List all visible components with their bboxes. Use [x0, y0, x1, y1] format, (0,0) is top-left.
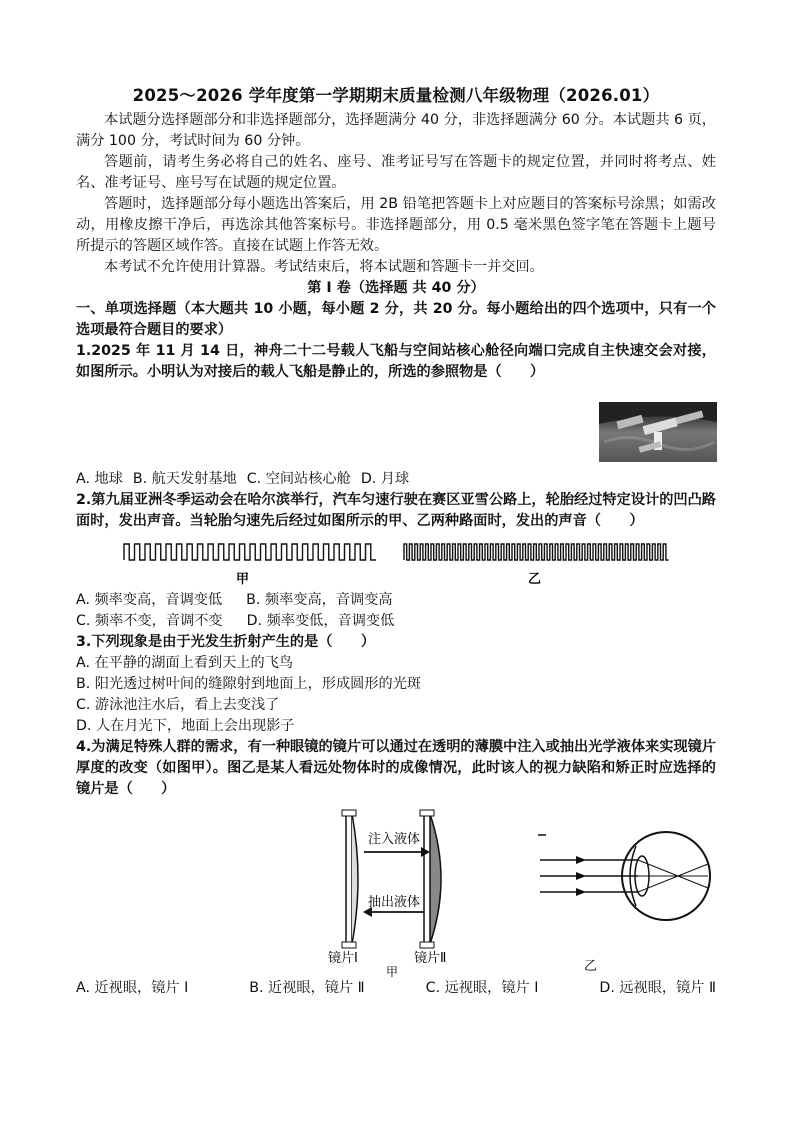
q1-option-a[interactable]: A. 地球: [76, 471, 123, 487]
q4-figure-area: [76, 800, 716, 978]
q4-option-d[interactable]: D. 远视眼，镜片 Ⅱ: [599, 980, 716, 996]
q2-option-c[interactable]: C. 频率不变，音调不变: [76, 613, 223, 629]
q2-road-surface-diagram: [76, 532, 716, 590]
q2-stem: 2.第九届亚洲冬季运动会在哈尔滨举行，汽车匀速行驶在赛区亚雪公路上，轮胎经过特定设计的凹凸路面时，发出声音。当轮胎匀速先后经过如图所示的甲、乙两种路面时，发出的声音（ ）: [76, 492, 716, 529]
intro-paragraph-1: 本试题分选择题部分和非选择题部分，选择题满分 40 分，非选择题满分 60 分。本试题共 6 页，满分 100 分，考试时间为 60 分钟。: [76, 112, 716, 149]
q1-option-b[interactable]: B. 航天发射基地: [132, 471, 237, 487]
eye-figure-yi: [538, 832, 710, 974]
q1-spacecraft-image: [599, 402, 717, 462]
part-heading: 一、单项选择题（本大题共 10 小题，每小题 2 分，共 20 分。每小题给出的四个选项中，只有一个选项最符合题目的要求）: [76, 301, 716, 338]
road-jia: [124, 544, 376, 560]
q2-option-b[interactable]: B. 频率变高，音调变高: [246, 592, 393, 608]
road-jia-label: 甲: [236, 572, 250, 587]
q1-options: [76, 469, 716, 490]
q4-option-c[interactable]: C. 远视眼，镜片 Ⅰ: [425, 980, 539, 996]
road-yi: [404, 544, 669, 560]
lens-figure-jia: [328, 810, 446, 978]
q2-options-row-2: [76, 611, 716, 632]
q3-option-a[interactable]: A. 在平静的湖面上看到天上的飞鸟: [76, 655, 294, 671]
q1-figure-area: [76, 383, 716, 469]
fig-yi-label: 乙: [584, 959, 598, 974]
exam-page: [76, 82, 716, 999]
q2-option-d[interactable]: D. 频率变低，音调变低: [246, 613, 395, 629]
q2-option-a[interactable]: A. 频率变高，音调变低: [76, 592, 223, 608]
q1-option-c[interactable]: C. 空间站核心舱: [246, 471, 351, 487]
q2-figure-area: [76, 532, 716, 590]
q4-stem: 4.为满足特殊人群的需求，有一种眼镜的镜片可以通过在透明的薄膜中注入或抽出光学液体来实现镜片厚度的改变（如图甲）。图乙是某人看远处物体时的成像情况，此时该人的视力缺陷和矫正时应选择的镜片是（ ）: [76, 739, 716, 797]
q3-option-c[interactable]: C. 游泳池注水后，看上去变浅了: [76, 697, 280, 713]
exam-title: 2025～2026 学年度第一学期期末质量检测八年级物理（2026.01）: [132, 86, 660, 105]
intro-paragraph-2: 答题前，请考生务必将自己的姓名、座号、准考证号写在答题卡的规定位置，并同时将考点、姓名、准考证号、座号写在试题的规定位置。: [76, 154, 716, 191]
road-yi-label: 乙: [528, 572, 542, 587]
q4-option-b[interactable]: B. 近视眼，镜片 Ⅱ: [249, 980, 365, 996]
q3-option-d[interactable]: D. 人在月光下，地面上会出现影子: [76, 718, 295, 734]
q1-option-d[interactable]: D. 月球: [360, 471, 410, 487]
intro-paragraph-3: 答题时，选择题部分每小题选出答案后，用 2B 铅笔把答题卡上对应题目的答案标号涂黑；如需改动，用橡皮擦干净后，再选涂其他答案标号。非选择题部分，用 0.5 毫米黑色签字笔在答题卡上题号所提示的答题区域作答。直接在试题上作答无效。: [76, 196, 716, 254]
road-wave: [124, 544, 376, 560]
q4-option-a[interactable]: A. 近视眼，镜片 Ⅰ: [76, 980, 189, 996]
road-wave: [404, 544, 669, 560]
inject-label: 注入液体: [368, 832, 421, 847]
q1-stem: 1.2025 年 11 月 14 日，神舟二十二号载人飞船与空间站核心舱径向端口完成自主快速交会对接，如图所示。小明认为对接后的载人飞船是静止的，所选的参照物是（ ）: [76, 343, 716, 380]
fig-jia-label: 甲: [386, 965, 399, 978]
q3-option-b[interactable]: B. 阳光透过树叶间的缝隙射到地面上，形成圆形的光斑: [76, 676, 422, 692]
extract-label: 抽出液体: [368, 895, 421, 910]
q4-options: [76, 978, 716, 999]
q3-stem: 3.下列现象是由于光发生折射产生的是（ ）: [76, 634, 376, 650]
lens1-label: 镜片Ⅰ: [328, 951, 358, 966]
section-title: 第 Ⅰ 卷（选择题 共 40 分）: [307, 280, 485, 296]
q2-options-row-1: [76, 590, 716, 611]
lens2-label: 镜片Ⅱ: [414, 951, 447, 966]
q4-lens-diagram: [76, 800, 716, 978]
intro-paragraph-4: 本考试不允许使用计算器。考试结束后，将本试题和答题卡一并交回。: [104, 259, 544, 275]
